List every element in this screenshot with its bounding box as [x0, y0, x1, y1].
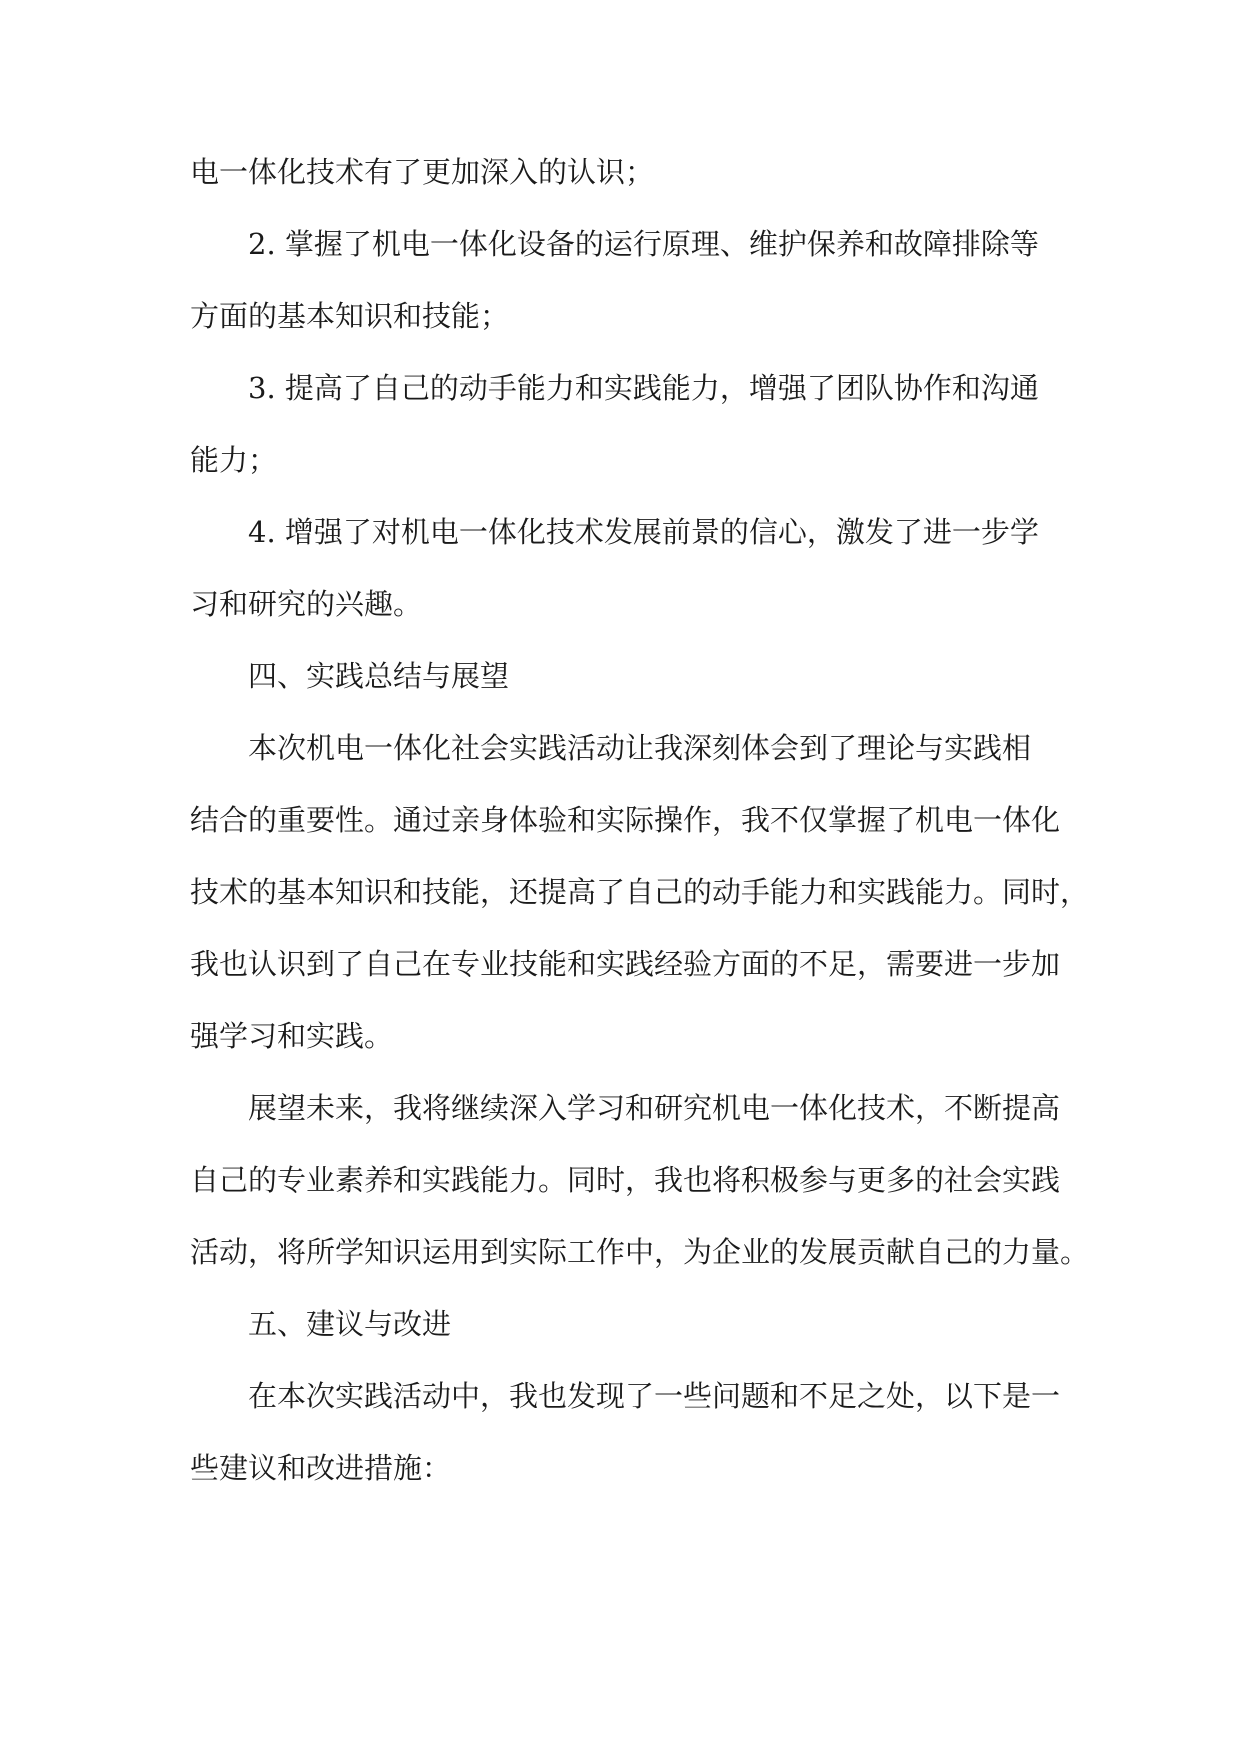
section-heading-4: 四、实践总结与展望	[248, 659, 510, 693]
paragraph-start: 展望未来，我将继续深入学习和研究机电一体化技术，不断提高	[248, 1091, 1061, 1125]
text-line: 活动，将所学知识运用到实际工作中，为企业的发展贡献自己的力量。	[190, 1235, 1090, 1269]
text-line: 习和研究的兴趣。	[190, 587, 423, 621]
text-line: 强学习和实践。	[190, 1019, 394, 1053]
list-item-2: 2. 掌握了机电一体化设备的运行原理、维护保养和故障排除等	[248, 227, 1039, 261]
paragraph-start: 在本次实践活动中，我也发现了一些问题和不足之处，以下是一	[248, 1379, 1061, 1413]
text-line: 些建议和改进措施：	[190, 1451, 452, 1485]
text-line: 电一体化技术有了更加深入的认识；	[190, 155, 655, 189]
text-line: 我也认识到了自己在专业技能和实践经验方面的不足，需要进一步加	[190, 947, 1061, 981]
list-item-4: 4. 增强了对机电一体化技术发展前景的信心，激发了进一步学	[248, 515, 1039, 549]
text-line: 方面的基本知识和技能；	[190, 299, 510, 333]
section-heading-5: 五、建议与改进	[248, 1307, 452, 1341]
text-line: 结合的重要性。通过亲身体验和实际操作，我不仅掌握了机电一体化	[190, 803, 1061, 837]
text-line: 自己的专业素养和实践能力。同时，我也将积极参与更多的社会实践	[190, 1163, 1061, 1197]
text-line: 技术的基本知识和技能，还提高了自己的动手能力和实践能力。同时，	[190, 875, 1090, 909]
paragraph-start: 本次机电一体化社会实践活动让我深刻体会到了理论与实践相	[248, 731, 1032, 765]
text-line: 能力；	[190, 443, 278, 477]
list-item-3: 3. 提高了自己的动手能力和实践能力，增强了团队协作和沟通	[248, 371, 1039, 405]
